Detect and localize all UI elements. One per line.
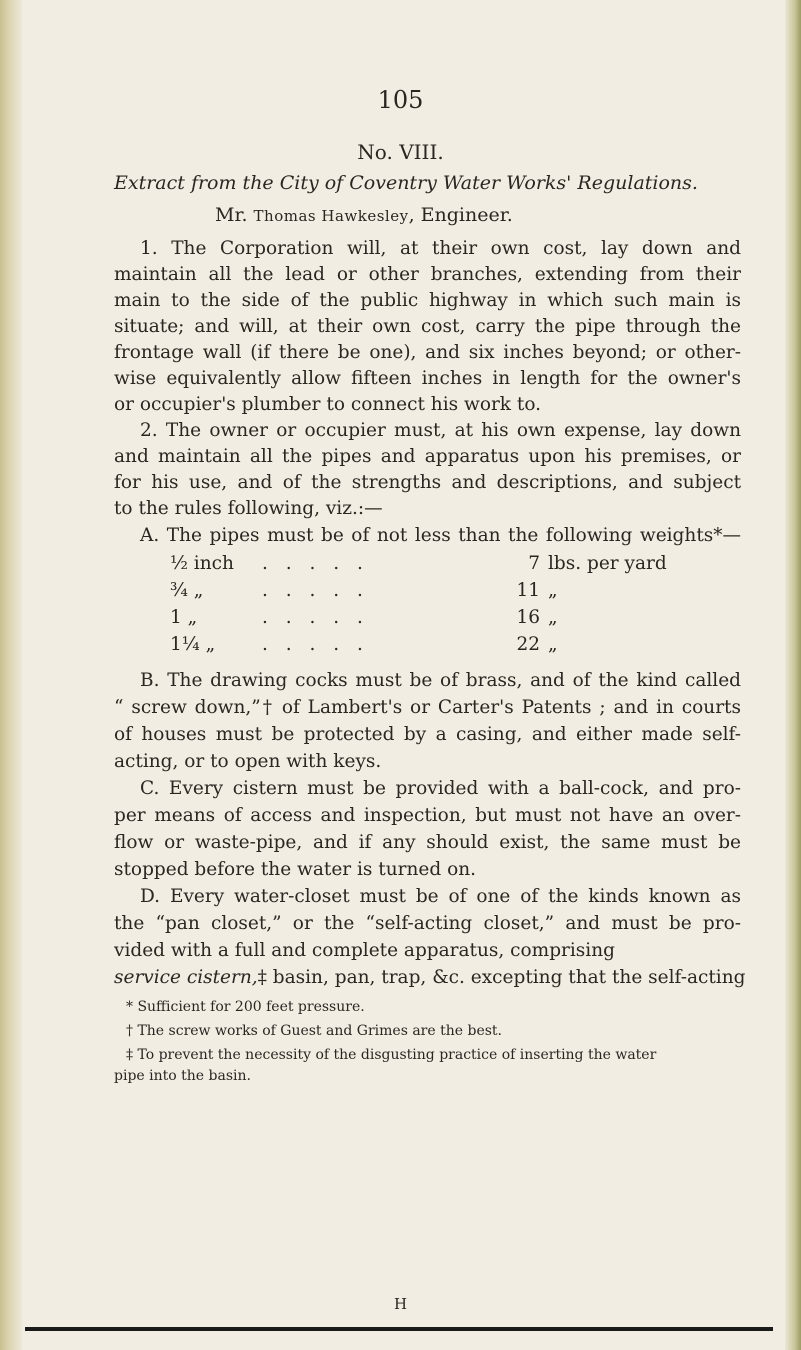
weight-unit: „	[548, 634, 558, 655]
clause-d-line: vided with a full and complete apparatus, comprising	[114, 940, 615, 961]
footnote: * Sufficient for 200 feet pressure.	[126, 999, 365, 1015]
document-subtitle: Extract from the City of Coventry Water Works' Regulations.	[114, 172, 698, 194]
pipe-weight: 7	[528, 553, 540, 574]
clause-2-line: for his use, and of the strengths and descriptions, and subject	[114, 472, 741, 493]
footnote: † The screw works of Guest and Grimes are the best.	[126, 1023, 502, 1039]
clause-c-line: flow or waste-pipe, and if any should exist, the same must be	[114, 832, 741, 853]
clause-1-line: 1. The Corporation will, at their own cost, lay down and	[140, 238, 741, 259]
weight-unit: lbs. per yard	[548, 553, 667, 574]
page-edge-right	[785, 0, 801, 1350]
weight-unit: „	[548, 580, 558, 601]
italic-phrase: service cistern,	[114, 967, 258, 988]
clause-1-line: wise equivalently allow fifteen inches in length for the owner's	[114, 368, 741, 389]
engineer-line	[215, 204, 513, 226]
document-heading: No. VIII.	[357, 140, 444, 164]
clause-c-line: C. Every cistern must be provided with a ball-cock, and pro-	[140, 778, 741, 799]
clause-d-rest: basin, pan, trap, &c. excepting that the self-acting	[266, 967, 746, 988]
clause-2-line: 2. The owner or occupier must, at his own expense, lay down	[140, 420, 741, 441]
clause-c-line: per means of access and inspection, but must not have an over-	[114, 805, 741, 826]
clause-b-line: B. The drawing cocks must be of brass, and of the kind called	[140, 670, 741, 691]
pipe-size: 1 „	[170, 607, 198, 628]
clause-c-line: stopped before the water is turned on.	[114, 859, 477, 880]
signature-mark: H	[393, 1295, 408, 1313]
page-edge-left	[0, 0, 22, 1350]
clause-1-line: main to the side of the public highway in which such main is	[114, 290, 741, 311]
clause-1-line: or occupier's plumber to connect his work to.	[114, 394, 542, 415]
pipe-size: ½ inch	[170, 553, 234, 574]
pipe-weight: 16	[516, 607, 540, 628]
clause-b-line: “ screw down,”† of Lambert's or Carter's Patents ; and in courts	[114, 697, 741, 718]
leader-dots: . . . . .	[262, 607, 369, 628]
pipe-weight: 22	[516, 634, 540, 655]
footnote-mark: ‡	[257, 967, 267, 988]
clause-2-line: to the rules following, viz.:—	[114, 498, 383, 519]
clause-1-line: maintain all the lead or other branches, extending from their	[114, 264, 741, 285]
weight-unit: „	[548, 607, 558, 628]
clause-2-line: and maintain all the pipes and apparatus upon his premises, or	[114, 446, 741, 467]
engineer-prefix: Mr.	[215, 204, 248, 226]
leader-dots: . . . . .	[262, 634, 369, 655]
engineer-name: Thomas Hawkesley	[253, 207, 409, 225]
clause-d-line-final	[114, 965, 746, 991]
clause-1-line: situate; and will, at their own cost, carry the pipe through the	[114, 316, 741, 337]
pipe-size: ¾ „	[170, 580, 204, 601]
pipe-size: 1¼ „	[170, 634, 216, 655]
leader-dots: . . . . .	[262, 553, 369, 574]
engineer-suffix: , Engineer.	[408, 204, 513, 226]
clause-d-line: D. Every water-closet must be of one of the kinds known as	[140, 886, 741, 907]
clause-d-line: the “pan closet,” or the “self-acting closet,” and must be pro-	[114, 913, 741, 934]
clause-a-intro: A. The pipes must be of not less than the following weights*—	[140, 525, 741, 546]
page-number: 105	[377, 86, 424, 114]
clause-b-line: of houses must be protected by a casing, and either made self-	[114, 724, 741, 745]
footnote: ‡ To prevent the necessity of the disgusting practice of inserting the water	[126, 1047, 657, 1063]
clause-b-line: acting, or to open with keys.	[114, 751, 382, 772]
clause-1-line: frontage wall (if there be one), and six inches beyond; or other-	[114, 342, 741, 363]
bottom-rule	[25, 1327, 773, 1331]
pipe-weight: 11	[516, 580, 540, 601]
leader-dots: . . . . .	[262, 580, 369, 601]
footnote-continuation: pipe into the basin.	[114, 1068, 251, 1084]
